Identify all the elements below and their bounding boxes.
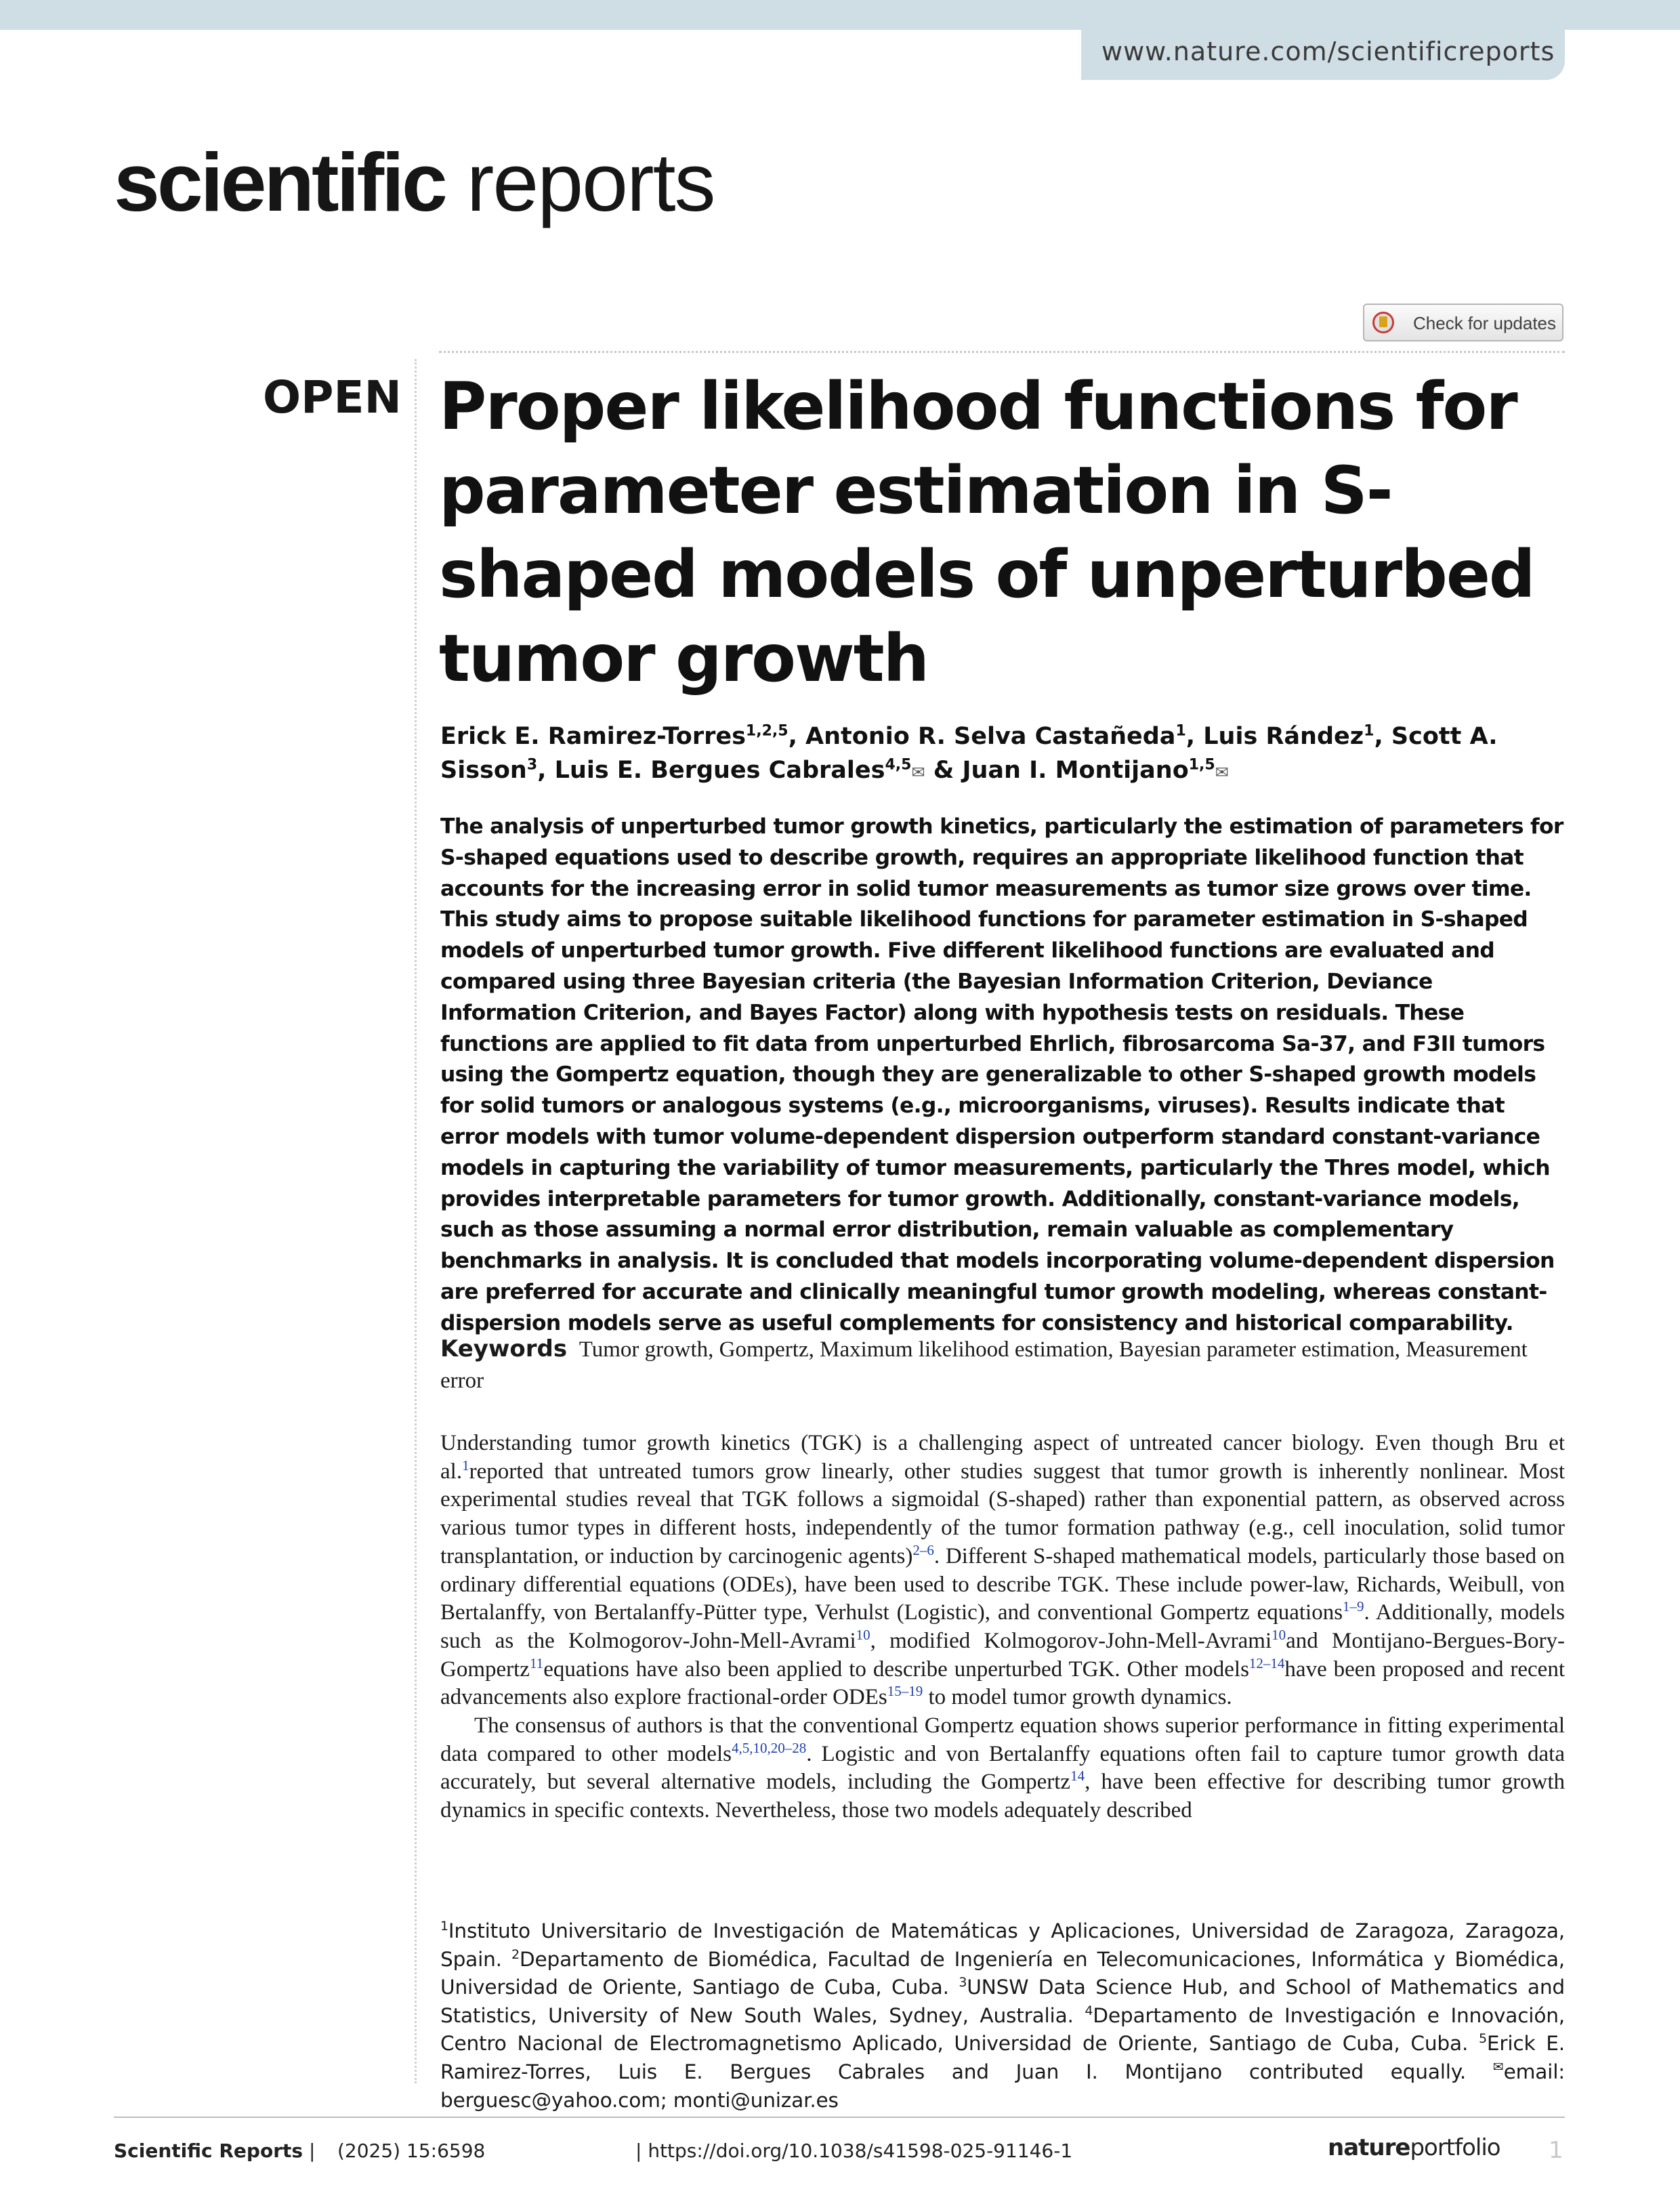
footer-journal: Scientific Reports |	[114, 2140, 316, 2162]
affiliation-text: Erick E. Ramirez-Torres, Luis E. Bergues Cabrales and Juan I. Montijano contributed equally.	[440, 2032, 1565, 2083]
citation-ref[interactable]: 12–14	[1248, 1654, 1285, 1671]
keywords-block	[440, 1333, 1565, 1396]
publisher-logo: natureportfolio	[1328, 2134, 1500, 2161]
citation-ref[interactable]: 10	[856, 1626, 870, 1643]
journal-url[interactable]: www.nature.com/scientificreports	[1101, 37, 1555, 66]
citation-ref[interactable]: 11	[529, 1654, 544, 1671]
author-name[interactable]: Luis Rández	[1203, 723, 1364, 750]
journal-url-tab[interactable]	[1081, 27, 1565, 80]
keywords-heading: Keywords	[440, 1335, 568, 1362]
abstract: The analysis of unperturbed tumor growth kinetics, particularly the estimation of parameters for S-shaped equations used to describe growth, requires an appropriate likelihood function that accounts for the increasing error in solid tumor measurements as tumor size grows over time. This study aims to propose suitable likelihood functions for parameter estimation in S-shaped models of unperturbed tumor growth. Five different likelihood functions are evaluated and compared using three Bayesian criteria (the Bayesian Information Criterion, Deviance Information Criterion, and Bayes Factor) along with hypothesis tests on residuals. These functions are applied to fit data from unperturbed Ehrlich, fibrosarcoma Sa-37, and F3II tumors using the Gompertz equation, though they are generalizable to other S-shaped growth models for solid tumors or analogous systems (e.g., microorganisms, viruses). Results indicate that error models with tumor volume-dependent dispersion outperform standard constant-variance models in capturing the variability of tumor measurements, particularly the Thres model, which provides interpretable parameters for tumor growth. Additionally, constant-variance models, such as those assuming a normal error distribution, remain valuable as complementary benchmarks in analysis. It is concluded that models incorporating volume-dependent dispersion are preferred for accurate and clinically meaningful tumor growth modeling, whereas constant-dispersion models serve as useful complements for consistency and historical comparability.	[440, 814, 1563, 1335]
author-name[interactable]: Juan I. Montijano	[962, 757, 1189, 784]
body-paragraph: The consensus of authors is that the conventional Gompertz equation shows superior performance in fitting experimental data compared to other models$^{4,5,10,20-28}$. Logistic and von Bertalanffy equations often fail to capture tumor growth data accurately, but several alternative models, including the Gompertz$^{14}$, have been effective for describing tumor growth dynamics in specific contexts. Nevertheless, those two models adequately described	[440, 1713, 1565, 1823]
open-access-label: OPEN	[263, 371, 402, 423]
journal-logo-bold: scientific	[114, 136, 445, 228]
citation-ref[interactable]: 2–6	[912, 1541, 934, 1558]
check-for-updates-label: Check for updates	[1413, 313, 1557, 333]
footer-divider	[114, 2117, 1565, 2118]
author-affiliation-ref: 1	[1175, 722, 1186, 740]
crossmark-icon	[1372, 312, 1394, 333]
footer-citation: (2025) 15:6598	[337, 2140, 486, 2162]
top-banner	[0, 0, 1680, 30]
page-number: 1	[1549, 2137, 1563, 2164]
journal-logo	[114, 136, 715, 228]
affiliation-text: Departamento de Investigación e Innovación, Centro Nacional de Electromagnetismo Aplicado, Universidad de Oriente, Santiago de Cuba, Cuba.	[440, 2003, 1566, 2056]
citation-ref[interactable]: 1–9	[1343, 1598, 1364, 1615]
author-affiliation-ref: 1	[1364, 722, 1374, 740]
affiliation-number: 3	[959, 1975, 967, 1991]
keywords-list: Tumor growth, Gompertz, Maximum likelihood estimation, Bayesian parameter estimation, Measurement error	[440, 1337, 1528, 1393]
citation-ref[interactable]: 4,5,10,20–28	[731, 1739, 807, 1756]
title-divider	[439, 351, 1565, 353]
author-name[interactable]: Antonio R. Selva Castañeda	[805, 723, 1176, 750]
article-title: Proper likelihood functions for parameter estimation in S-shaped models of unperturbed tumor growth	[439, 369, 1534, 696]
margin-divider	[415, 359, 417, 2083]
citation-ref[interactable]: 14	[1070, 1768, 1085, 1785]
author-name[interactable]: Erick E. Ramirez-Torres	[440, 723, 746, 750]
affiliation-number: 4	[1085, 2003, 1093, 2018]
author-name[interactable]: Luis E. Bergues Cabrales	[554, 757, 885, 784]
body-paragraph: Understanding tumor growth kinetics (TGK) is a challenging aspect of untreated cancer biology. Even though Bru et al.$^1$reported that untreated tumors grow linearly, other studies suggest that tumor growth is inherently nonlinear. Most experimental studies reveal that TGK follows a sigmoidal (S-shaped) rather than exponential pattern, as observed across various tumor types in different hosts, independently of the tumor formation pathway (e.g., cell inoculation, solid tumor transplantation, or induction by carcinogenic agents)$^{2-6}$. Different S-shaped mathematical models, particularly those based on ordinary differential equations (ODEs), have been used to describe TGK. These include power-law, Richards, Weibull, von Bertalanffy, von Bertalanffy-Pütter type, Verhulst (Logistic), and conventional Gompertz equations$^{1-9}$. Additionally, models such as the Kolmogorov-John-Mell-Avrami$^{10}$, modified Kolmogorov-John-Mell-Avrami$^{10}$and Montijano-Bergues-Bory-Gompertz$^{11}$equations have also been applied to describe unperturbed TGK. Other models$^{12-14}$have been proposed and recent advancements also explore fractional-order ODEs$^{15-19}$ to model tumor growth dynamics.	[440, 1431, 1565, 1710]
affiliations	[440, 1917, 1565, 2115]
affiliation-number: 1	[440, 1919, 448, 1934]
affiliation-text: Instituto Universitario de Investigación de Matemáticas y Aplicaciones, Universidad de Zaragoza, Zaragoza, Spain.	[440, 1919, 1565, 1971]
corresponding-email[interactable]: email: berguesc@yahoo.com; monti@unizar.es	[440, 2060, 1565, 2112]
email-icon: ✉	[1492, 2060, 1504, 2075]
author-name[interactable]: Scott A. Sisson	[440, 723, 1498, 784]
author-affiliation-ref: 3	[526, 756, 538, 774]
affiliation-number: 5	[1479, 2031, 1487, 2047]
affiliation-text: UNSW Data Science Hub, and School of Mathematics and Statistics, University of New South Wales, Sydney, Australia.	[440, 1976, 1565, 2027]
email-icon[interactable]: ✉	[911, 763, 925, 782]
author-affiliation-ref: 1,2,5	[745, 722, 789, 740]
author-affiliation-ref: 4,5	[885, 756, 912, 774]
author-affiliation-ref: 1,5	[1188, 756, 1215, 774]
affiliation-number: 2	[511, 1946, 520, 1962]
author-list: Erick E. Ramirez-Torres$^{1,2,5}$, Antonio R. Selva Castañeda$^1$, Luis Rández$^1$, Scott A. Sisson$^3$, Luis E. Bergues Cabrales$^{4,5}$✉ & Juan I. Montijano$^{1,5}$✉	[440, 722, 1498, 784]
footer-doi-link[interactable]: | https://doi.org/10.1038/s41598-025-91146-1	[635, 2140, 1073, 2162]
citation-ref[interactable]: 1	[462, 1457, 469, 1474]
email-icon[interactable]: ✉	[1215, 763, 1229, 782]
check-for-updates-button[interactable]	[1363, 304, 1563, 341]
journal-logo-light: reports	[444, 136, 715, 228]
body-text	[440, 1430, 1565, 1825]
citation-ref[interactable]: 10	[1272, 1626, 1286, 1643]
affiliation-text: Departamento de Biomédica, Facultad de Ingeniería en Telecomunicaciones, Informática y Biomédica, Universidad de Oriente, Santiago de Cuba, Cuba.	[440, 1947, 1565, 1999]
citation-ref[interactable]: 15–19	[887, 1683, 923, 1700]
